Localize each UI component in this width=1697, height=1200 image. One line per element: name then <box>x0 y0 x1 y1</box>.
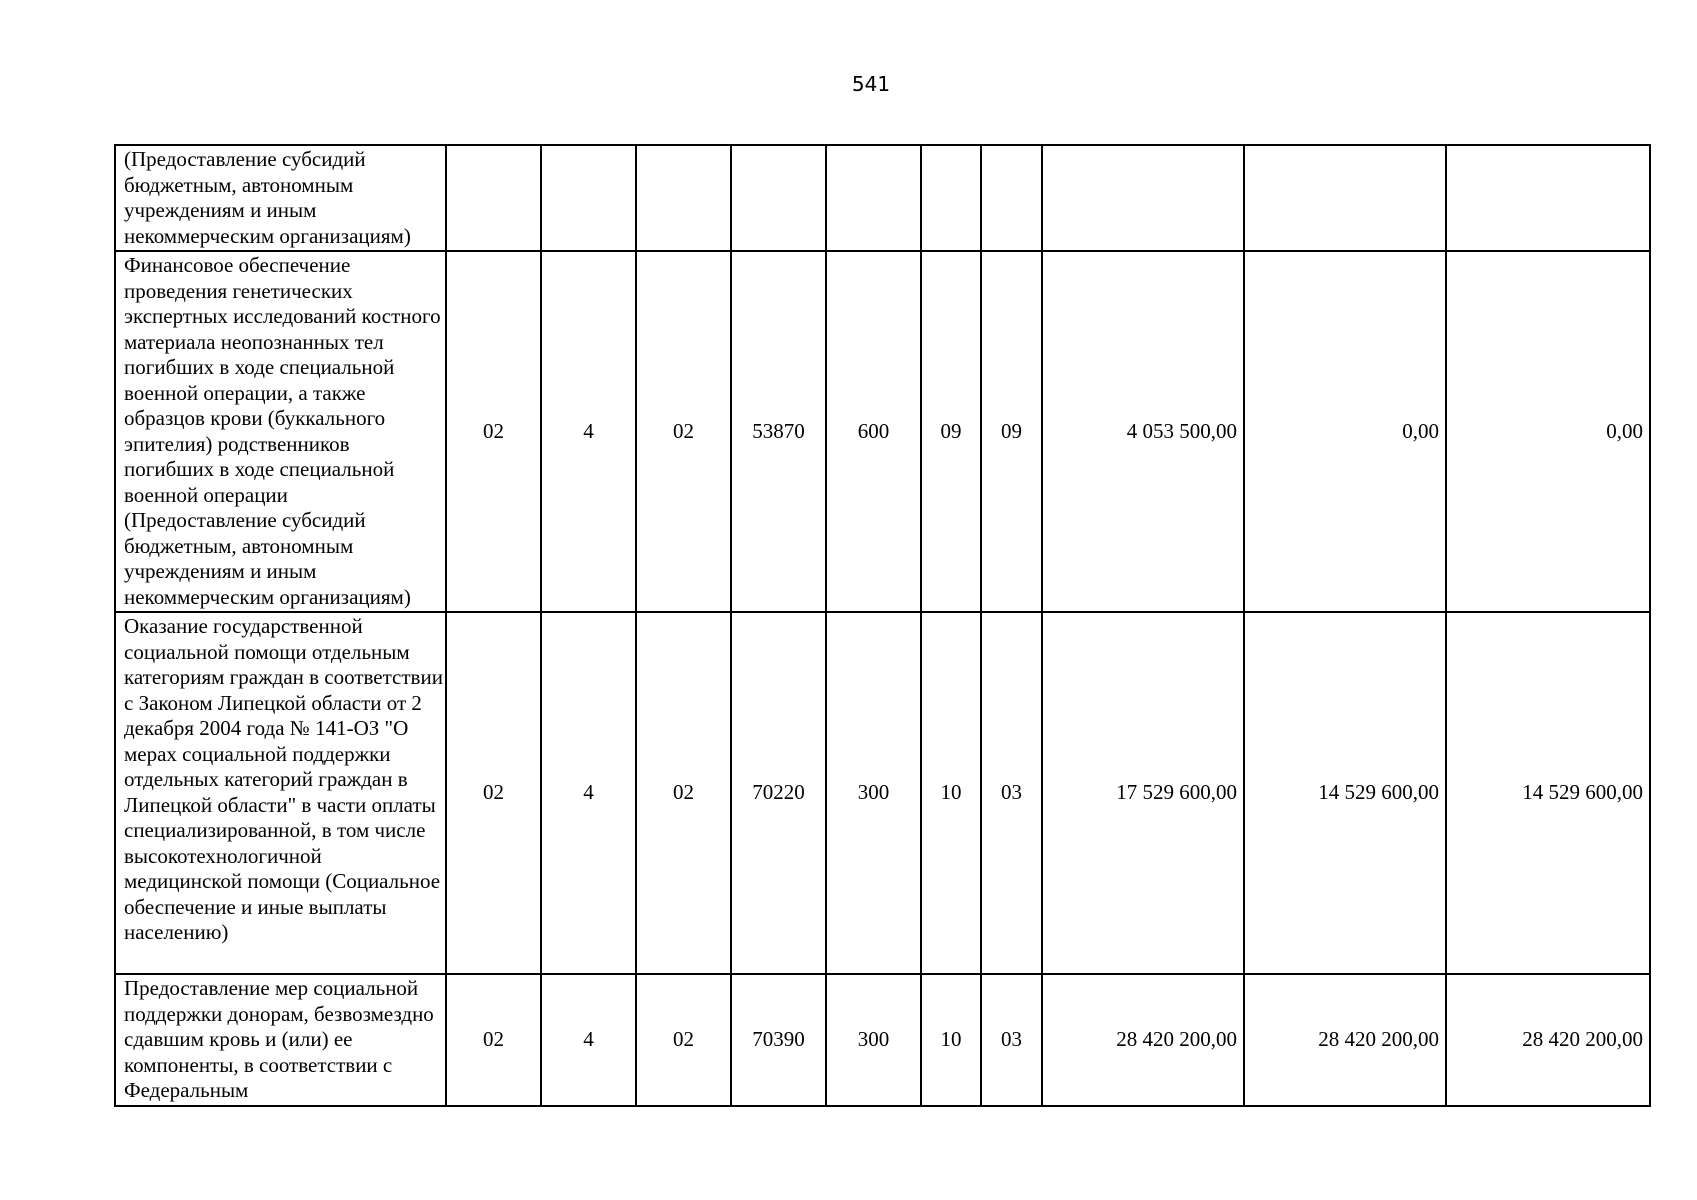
subsection-code: 03 <box>981 974 1042 1106</box>
amount-year-1: 28 420 200,00 <box>1042 974 1244 1106</box>
row-description: (Предоставление субсидий бюджетным, автономным учреждениям и иным некоммерческим организациям) <box>115 145 446 251</box>
activity-code: 02 <box>636 612 731 974</box>
direction-code: 70220 <box>731 612 826 974</box>
direction-code <box>731 145 826 251</box>
table-row <box>115 974 1650 1106</box>
page-number: 541 <box>851 72 891 96</box>
amount-year-3: 14 529 600,00 <box>1446 612 1650 974</box>
subprogram-code: 4 <box>541 974 636 1106</box>
subsection-code <box>981 145 1042 251</box>
subsection-code: 09 <box>981 251 1042 612</box>
amount-year-2: 28 420 200,00 <box>1244 974 1446 1106</box>
program-code: 02 <box>446 974 541 1106</box>
amount-year-1: 4 053 500,00 <box>1042 251 1244 612</box>
expense-type-code <box>826 145 921 251</box>
expense-type-code: 300 <box>826 612 921 974</box>
program-code: 02 <box>446 251 541 612</box>
expense-type-code: 300 <box>826 974 921 1106</box>
expense-type-code: 600 <box>826 251 921 612</box>
section-code: 10 <box>921 974 981 1106</box>
subprogram-code: 4 <box>541 251 636 612</box>
subprogram-code <box>541 145 636 251</box>
activity-code: 02 <box>636 251 731 612</box>
amount-year-3: 28 420 200,00 <box>1446 974 1650 1106</box>
amount-year-1: 17 529 600,00 <box>1042 612 1244 974</box>
amount-year-3: 0,00 <box>1446 251 1650 612</box>
row-description: Оказание государственной социальной помощи отдельным категориям граждан в соответствии с Законом Липецкой области от 2 декабря 2004 года № 141-ОЗ "О мерах социальной поддержки отдельных категорий граждан в Липецкой области" в части оплаты специализированной, в том числе высокотехнологичной медицинской помощи (Социальное обеспечение и иные выплаты населению) <box>115 612 446 974</box>
row-description: Финансовое обеспечение проведения генетических экспертных исследований костного материала неопознанных тел погибших в ходе специальной военной операции, а также образцов крови (буккального эпителия) родственников погибших в ходе специальной военной операции (Предоставление субсидий бюджетным, автономным учреждениям и иным некоммерческим организациям) <box>115 251 446 612</box>
section-code: 09 <box>921 251 981 612</box>
subprogram-code: 4 <box>541 612 636 974</box>
section-code <box>921 145 981 251</box>
activity-code: 02 <box>636 974 731 1106</box>
budget-table <box>114 144 1651 1107</box>
subsection-code: 03 <box>981 612 1042 974</box>
table-row <box>115 251 1650 612</box>
program-code: 02 <box>446 612 541 974</box>
amount-year-2: 0,00 <box>1244 251 1446 612</box>
amount-year-1 <box>1042 145 1244 251</box>
table-row <box>115 145 1650 251</box>
direction-code: 53870 <box>731 251 826 612</box>
row-description: Предоставление мер социальной поддержки донорам, безвозмездно сдавшим кровь и (или) ее компоненты, в соответствии с Федеральным <box>115 974 446 1106</box>
section-code: 10 <box>921 612 981 974</box>
program-code <box>446 145 541 251</box>
direction-code: 70390 <box>731 974 826 1106</box>
amount-year-2 <box>1244 145 1446 251</box>
amount-year-2: 14 529 600,00 <box>1244 612 1446 974</box>
amount-year-3 <box>1446 145 1650 251</box>
activity-code <box>636 145 731 251</box>
table-row <box>115 612 1650 974</box>
